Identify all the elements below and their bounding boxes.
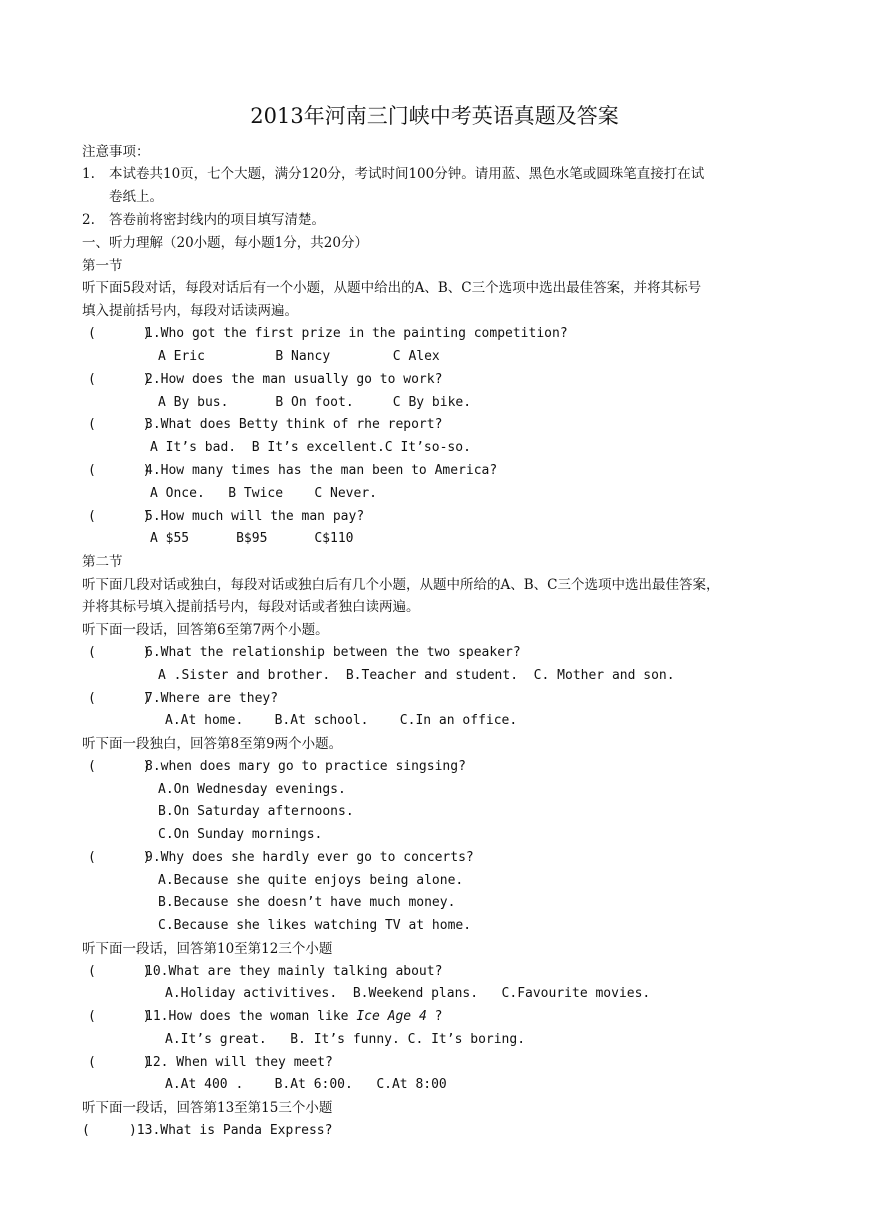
- q8-option-a: A.On Wednesday evenings.: [158, 782, 346, 797]
- subsection-heading-3: 听下面一段话，回答第10至第12三个小题: [82, 941, 333, 957]
- q9-question: 9.Why does she hardly ever go to concerts?: [145, 850, 474, 865]
- q7-answer-blank: ( ): [88, 691, 151, 706]
- q6-question: 6.What the relationship between the two speaker?: [145, 645, 521, 660]
- q5-answer-blank: ( ): [88, 509, 151, 524]
- q1-options: A Eric B Nancy C Alex: [158, 349, 440, 364]
- q8-question: 8.when does mary go to practice singsing?: [145, 759, 466, 774]
- subsection-heading-1: 听下面一段话，回答第6至第7两个小题。: [82, 622, 329, 638]
- q8-answer-blank: ( ): [88, 759, 151, 774]
- q6-answer-blank: ( ): [88, 645, 151, 660]
- q2-options: A By bus. B On foot. C By bike.: [158, 395, 472, 410]
- section2-instructions: 听下面几段对话或独白，每段对话或独白后有几个小题，从题中所给的A、B、C三个选项中选出最佳答案，: [82, 577, 720, 593]
- q8-option-c: C.On Sunday mornings.: [158, 827, 323, 842]
- q11-question-end: ?: [426, 1009, 443, 1024]
- part1-heading: 一、听力理解（20小题，每小题1分，共20分）: [82, 235, 368, 251]
- q5-question: 5.How much will the man pay?: [145, 509, 365, 524]
- q1-answer-blank: ( ): [88, 326, 151, 341]
- q4-question: 4.How many times has the man been to America?: [145, 463, 498, 478]
- q5-options: A $55 B$95 C$110: [150, 531, 354, 546]
- q9-option-a: A.Because she quite enjoys being alone.: [158, 873, 464, 888]
- notice-item-1-number: 1.: [82, 166, 95, 182]
- q11-answer-blank: ( ): [88, 1009, 151, 1024]
- page-title: 2013年河南三门峡中考英语真题及答案: [250, 104, 619, 128]
- q12-question: 12. When will they meet?: [145, 1055, 333, 1070]
- q9-answer-blank: ( ): [88, 850, 151, 865]
- notice-heading: 注意事项：: [82, 144, 150, 160]
- q12-answer-blank: ( ): [88, 1055, 151, 1070]
- q11-question-text: 11.How does the woman like: [145, 1009, 357, 1024]
- q3-answer-blank: ( ): [88, 417, 151, 432]
- q13-question: ( )13.What is Panda Express?: [82, 1123, 333, 1138]
- q9-option-c: C.Because she likes watching TV at home.: [158, 918, 472, 933]
- q12-options: A.At 400 . B.At 6:00. C.At 8:00: [165, 1077, 447, 1092]
- notice-item-2-text: 答卷前将密封线内的项目填写清楚。: [109, 212, 325, 228]
- q11-movie-title: Ice Age 4: [356, 1009, 427, 1024]
- subsection-heading-4: 听下面一段话，回答第13至第15三个小题: [82, 1100, 333, 1116]
- subsection-heading-2: 听下面一段独白，回答第8至第9两个小题。: [82, 736, 343, 752]
- q6-options: A .Sister and brother. B.Teacher and student. C. Mother and son.: [158, 668, 675, 683]
- q1-question: 1.Who got the first prize in the painting competition?: [145, 326, 568, 341]
- notice-item-1-continuation: 卷纸上。: [109, 189, 163, 205]
- q4-answer-blank: ( ): [88, 463, 151, 478]
- q10-options: A.Holiday activitives. B.Weekend plans. C.Favourite movies.: [165, 986, 651, 1001]
- q10-answer-blank: ( ): [88, 964, 151, 979]
- q8-option-b: B.On Saturday afternoons.: [158, 804, 354, 819]
- q7-options: A.At home. B.At school. C.In an office.: [165, 713, 518, 728]
- section1-heading: 第一节: [82, 258, 123, 274]
- notice-item-1-text: 本试卷共10页，七个大题，满分120分，考试时间100分钟。请用蓝、黑色水笔或圆珠笔直接打在试: [109, 166, 705, 182]
- notice-item-2-number: 2.: [82, 212, 95, 228]
- q11-question: [145, 1006, 442, 1029]
- q3-question: 3.What does Betty think of rhe report?: [145, 417, 443, 432]
- section1-instructions-cont: 填入提前括号内，每段对话读两遍。: [82, 303, 298, 319]
- q7-question: 7.Where are they?: [145, 691, 279, 706]
- q9-option-b: B.Because she doesn’t have much money.: [158, 895, 456, 910]
- section2-instructions-cont: 并将其标号填入提前括号内，每段对话或者独白读两遍。: [82, 599, 420, 615]
- q2-question: 2.How does the man usually go to work?: [145, 372, 443, 387]
- q4-options: A Once. B Twice C Never.: [150, 486, 377, 501]
- section1-instructions: 听下面5段对话，每段对话后有一个小题，从题中给出的A、B、C三个选项中选出最佳答案，并将其标号: [82, 280, 702, 296]
- q2-answer-blank: ( ): [88, 372, 151, 387]
- q10-question: 10.What are they mainly talking about?: [145, 964, 443, 979]
- q11-options: A.It’s great. B. It’s funny. C. It’s boring.: [165, 1032, 526, 1047]
- section2-heading: 第二节: [82, 554, 123, 570]
- q3-options: A It’s bad. B It’s excellent.C It’so-so.: [150, 440, 471, 455]
